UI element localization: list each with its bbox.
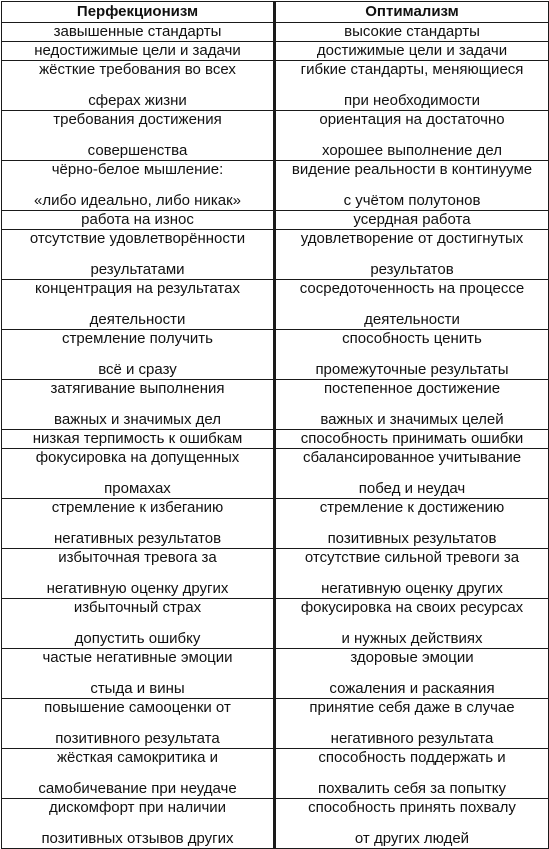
optimalism-cell: [275, 699, 549, 749]
optimalism-cell: [275, 230, 549, 280]
cell-text-line: сферах жизни: [88, 92, 187, 109]
optimalism-cell: [275, 430, 549, 449]
cell-text-line: видение реальности в континууме: [291, 161, 533, 178]
perfectionism-cell: [2, 599, 275, 649]
cell-text-line: негативную оценку других: [46, 580, 229, 597]
cell-text-line: хорошее выполнение дел: [321, 142, 503, 159]
table-row: [2, 280, 549, 330]
table-row: [2, 649, 549, 699]
cell-text-line: избыточная тревога за: [58, 549, 217, 566]
perfectionism-cell: [2, 211, 275, 230]
cell-text-line: позитивного результата: [55, 730, 220, 747]
cell-text-line: с учётом полутонов: [343, 192, 481, 209]
perfectionism-cell: [2, 280, 275, 330]
cell-text-line: допустить ошибку: [74, 630, 201, 647]
cell-text-line: отсутствие удовлетворённости: [29, 230, 246, 247]
cell-text-line: требования достижения: [53, 111, 222, 128]
cell-text-line: негативную оценку других: [321, 580, 503, 597]
cell-text-line: самобичевание при неудаче: [38, 780, 237, 797]
optimalism-cell: [275, 649, 549, 699]
cell-text-line: стремление к достижению: [319, 499, 505, 516]
table-row: [2, 699, 549, 749]
cell-text-line: негативного результата: [330, 730, 494, 747]
cell-text-line: важных и значимых дел: [54, 411, 221, 428]
cell-text-line: совершенства: [87, 142, 188, 159]
cell-text-line: похвалить себя за попытку: [317, 780, 506, 797]
table-row: [2, 749, 549, 799]
perfectionism-cell: [2, 449, 275, 499]
perfectionism-cell: [2, 380, 275, 430]
perfectionism-cell: [2, 549, 275, 599]
cell-text-line: результатами: [90, 261, 185, 278]
cell-text-line: здоровые эмоции: [350, 649, 474, 666]
cell-text-line: чёрно-белое мышление:: [51, 161, 224, 178]
table-row: [2, 499, 549, 549]
optimalism-cell: [275, 449, 549, 499]
cell-text-line: деятельности: [89, 311, 186, 328]
cell-text-line: избыточный страх: [73, 599, 202, 616]
cell-text-line: сбалансированное учитывание: [302, 449, 522, 466]
table-row: [2, 330, 549, 380]
cell-text-line: постепенное достижение: [323, 380, 501, 397]
table-header: [2, 2, 549, 23]
cell-text-line: фокусировка на своих ресурсах: [300, 599, 524, 616]
optimalism-cell: [275, 749, 549, 799]
cell-text-line: фокусировка на допущенных: [35, 449, 240, 466]
header-row: [2, 2, 549, 23]
cell-text-line: стремление получить: [62, 330, 213, 347]
cell-text-line: способность принимать ошибки: [300, 430, 524, 447]
perfectionism-cell: [2, 330, 275, 380]
optimalism-cell: [275, 549, 549, 599]
cell-text-line: достижимые цели и задачи: [316, 42, 508, 59]
optimalism-cell: [275, 23, 549, 42]
cell-text-line: частые негативные эмоции: [42, 649, 233, 666]
cell-text-line: гибкие стандарты, меняющиеся: [300, 61, 524, 78]
perfectionism-cell: [2, 699, 275, 749]
header-perfectionism: Перфекционизм: [2, 2, 275, 23]
perfectionism-cell: [2, 499, 275, 549]
table-row: [2, 799, 549, 849]
cell-text-line: сосредоточенность на процессе: [299, 280, 525, 297]
table-row: [2, 549, 549, 599]
optimalism-cell: [275, 211, 549, 230]
cell-text-line: завышенные стандарты: [53, 23, 222, 40]
optimalism-cell: [275, 161, 549, 211]
cell-text-line: стыда и вины: [90, 680, 185, 697]
optimalism-cell: [275, 499, 549, 549]
perfectionism-cell: [2, 42, 275, 61]
table-row: [2, 111, 549, 161]
cell-text-line: жёсткие требования во всех: [39, 61, 236, 78]
perfectionism-cell: [2, 23, 275, 42]
table-row: [2, 211, 549, 230]
cell-text-line: способность поддержать и: [318, 749, 506, 766]
table-row: [2, 230, 549, 280]
cell-text-line: позитивных результатов: [327, 530, 497, 547]
cell-text-line: промахах: [104, 480, 171, 497]
cell-text-line: способность ценить: [342, 330, 482, 347]
cell-text-line: от других людей: [354, 830, 470, 847]
cell-text-line: позитивных отзывов других: [41, 830, 234, 847]
table-row: [2, 430, 549, 449]
table-row: [2, 161, 549, 211]
cell-text-line: усердная работа: [353, 211, 471, 228]
perfectionism-cell: [2, 61, 275, 111]
table-body: [2, 23, 549, 849]
cell-text-line: стремление к избеганию: [51, 499, 224, 516]
cell-text-line: «либо идеально, либо никак»: [34, 192, 241, 209]
cell-text-line: недостижимые цели и задачи: [34, 42, 241, 59]
optimalism-cell: [275, 42, 549, 61]
cell-text-line: повышение самооценки от: [44, 699, 231, 716]
optimalism-cell: [275, 61, 549, 111]
table-row: [2, 61, 549, 111]
optimalism-cell: [275, 799, 549, 849]
cell-text-line: сожаления и раскаяния: [329, 680, 495, 697]
cell-text-line: всё и сразу: [98, 361, 177, 378]
cell-text-line: низкая терпимость к ошибкам: [32, 430, 243, 447]
optimalism-cell: [275, 330, 549, 380]
cell-text-line: удовлетворение от достигнутых: [300, 230, 524, 247]
table-row: [2, 449, 549, 499]
table-row: [2, 23, 549, 42]
cell-text-line: важных и значимых целей: [320, 411, 504, 428]
cell-text-line: принятие себя даже в случае: [309, 699, 515, 716]
optimalism-cell: [275, 280, 549, 330]
table-row: [2, 380, 549, 430]
cell-text-line: концентрация на результатах: [35, 280, 240, 297]
perfectionism-cell: [2, 111, 275, 161]
cell-text-line: дискомфорт при наличии: [48, 799, 227, 816]
cell-text-line: способность принять похвалу: [308, 799, 516, 816]
cell-text-line: затягивание выполнения: [50, 380, 225, 397]
optimalism-cell: [275, 599, 549, 649]
header-optimalism: Оптимализм: [275, 2, 549, 23]
comparison-table: [1, 1, 549, 849]
cell-text-line: и нужных действиях: [341, 630, 483, 647]
cell-text-line: ориентация на достаточно: [319, 111, 505, 128]
cell-text-line: при необходимости: [344, 92, 480, 109]
perfectionism-cell: [2, 799, 275, 849]
perfectionism-cell: [2, 230, 275, 280]
cell-text-line: жёсткая самокритика и: [56, 749, 219, 766]
cell-text-line: негативных результатов: [53, 530, 222, 547]
cell-text-line: побед и неудач: [358, 480, 466, 497]
perfectionism-cell: [2, 749, 275, 799]
cell-text-line: деятельности: [364, 311, 460, 328]
perfectionism-cell: [2, 430, 275, 449]
cell-text-line: отсутствие сильной тревоги за: [304, 549, 520, 566]
cell-text-line: высокие стандарты: [344, 23, 480, 40]
perfectionism-cell: [2, 161, 275, 211]
table-row: [2, 42, 549, 61]
cell-text-line: работа на износ: [81, 211, 194, 228]
table-row: [2, 599, 549, 649]
cell-text-line: результатов: [370, 261, 454, 278]
optimalism-cell: [275, 111, 549, 161]
optimalism-cell: [275, 380, 549, 430]
cell-text-line: промежуточные результаты: [315, 361, 509, 378]
perfectionism-cell: [2, 649, 275, 699]
